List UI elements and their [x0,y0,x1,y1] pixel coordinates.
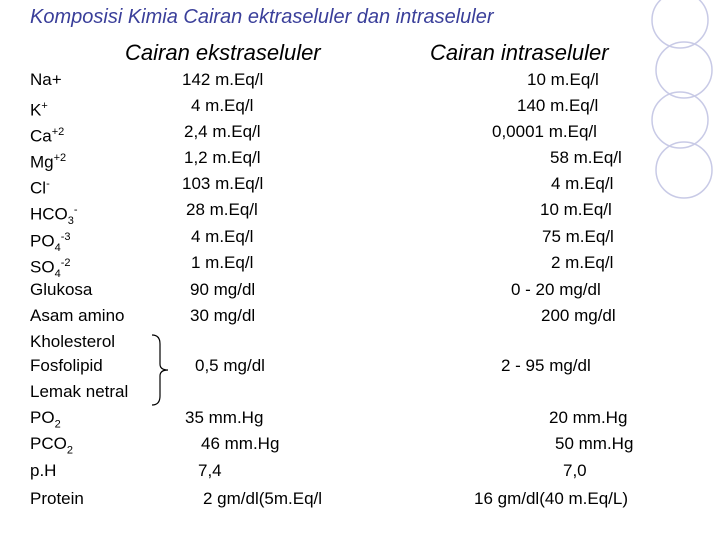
extracellular-value: 35 mm.Hg [185,408,264,427]
row-label: Asam amino [30,306,125,325]
extracellular-value: 103 m.Eq/l [182,174,264,193]
row-label: Protein [30,489,84,508]
grouping-brace [148,334,176,406]
row-label: $Ca^{+2}$ [30,126,65,146]
row-label: Cl- [30,178,50,198]
intracellular-value: 140 m.Eq/l [517,96,599,115]
header-extracellular: Cairan ekstraseluler [125,40,321,65]
page-title: Komposisi Kimia Cairan ektraseluler dan intraseluler [30,6,494,28]
extracellular-value: 1,2 m.Eq/l [184,148,261,167]
extracellular-value: 1 m.Eq/l [191,253,254,272]
intracellular-value: 7,0 [563,461,587,480]
extracellular-value: 46 mm.Hg [201,434,280,453]
row-label: Lemak netral [30,382,129,401]
intracellular-value: 200 mg/dl [541,306,616,325]
extracellular-value: 4 m.Eq/l [191,96,254,115]
row-label: Kholesterol [30,332,116,351]
intracellular-value: 2 m.Eq/l [551,253,614,272]
intracellular-value: 10 m.Eq/l [540,200,612,219]
row-label: K+ [30,100,48,120]
extracellular-value: 4 m.Eq/l [191,227,254,246]
row-label: $PO_2$ [30,408,61,431]
row-label: $SO_4^{-2}$ [30,257,71,281]
row-label: $PCO_2$ [30,434,73,457]
row-label: p.H [30,461,57,480]
extracellular-value: 7,4 [198,461,222,480]
extracellular-value: 28 m.Eq/l [186,200,258,219]
intracellular-value: 16 gm/dl(40 m.Eq/L) [474,489,629,508]
intracellular-value: 10 m.Eq/l [527,70,599,89]
row-label: Na+ [30,70,62,89]
decorative-circles [650,0,720,200]
intracellular-value: 20 mm.Hg [549,408,628,427]
extracellular-value: 2 gm/dl(5m.Eq/l [203,489,323,508]
extracellular-value: 30 mg/dl [190,306,256,325]
row-label: $Mg^{+2}$ [30,152,67,172]
extracellular-value: 2,4 m.Eq/l [184,122,261,141]
intracellular-value: 0 - 20 mg/dl [511,280,601,299]
intracellular-value: 58 m.Eq/l [550,148,622,167]
intracellular-value: 2 - 95 mg/dl [501,356,591,375]
row-label: $PO_4^{-3}$ [30,231,71,255]
extracellular-value: 142 m.Eq/l [182,70,264,89]
intracellular-value: 50 mm.Hg [555,434,634,453]
intracellular-value: 75 m.Eq/l [542,227,614,246]
row-label: Fosfolipid [30,356,103,375]
extracellular-value: 90 mg/dl [190,280,256,299]
header-intracellular: Cairan intraseluler [430,40,609,65]
row-label: $HCO_3^-$ [30,204,78,228]
intracellular-value: 4 m.Eq/l [551,174,614,193]
extracellular-value: 0,5 mg/dl [195,356,265,375]
row-label: Glukosa [30,280,93,299]
intracellular-value: 0,0001 m.Eq/l [492,122,597,141]
